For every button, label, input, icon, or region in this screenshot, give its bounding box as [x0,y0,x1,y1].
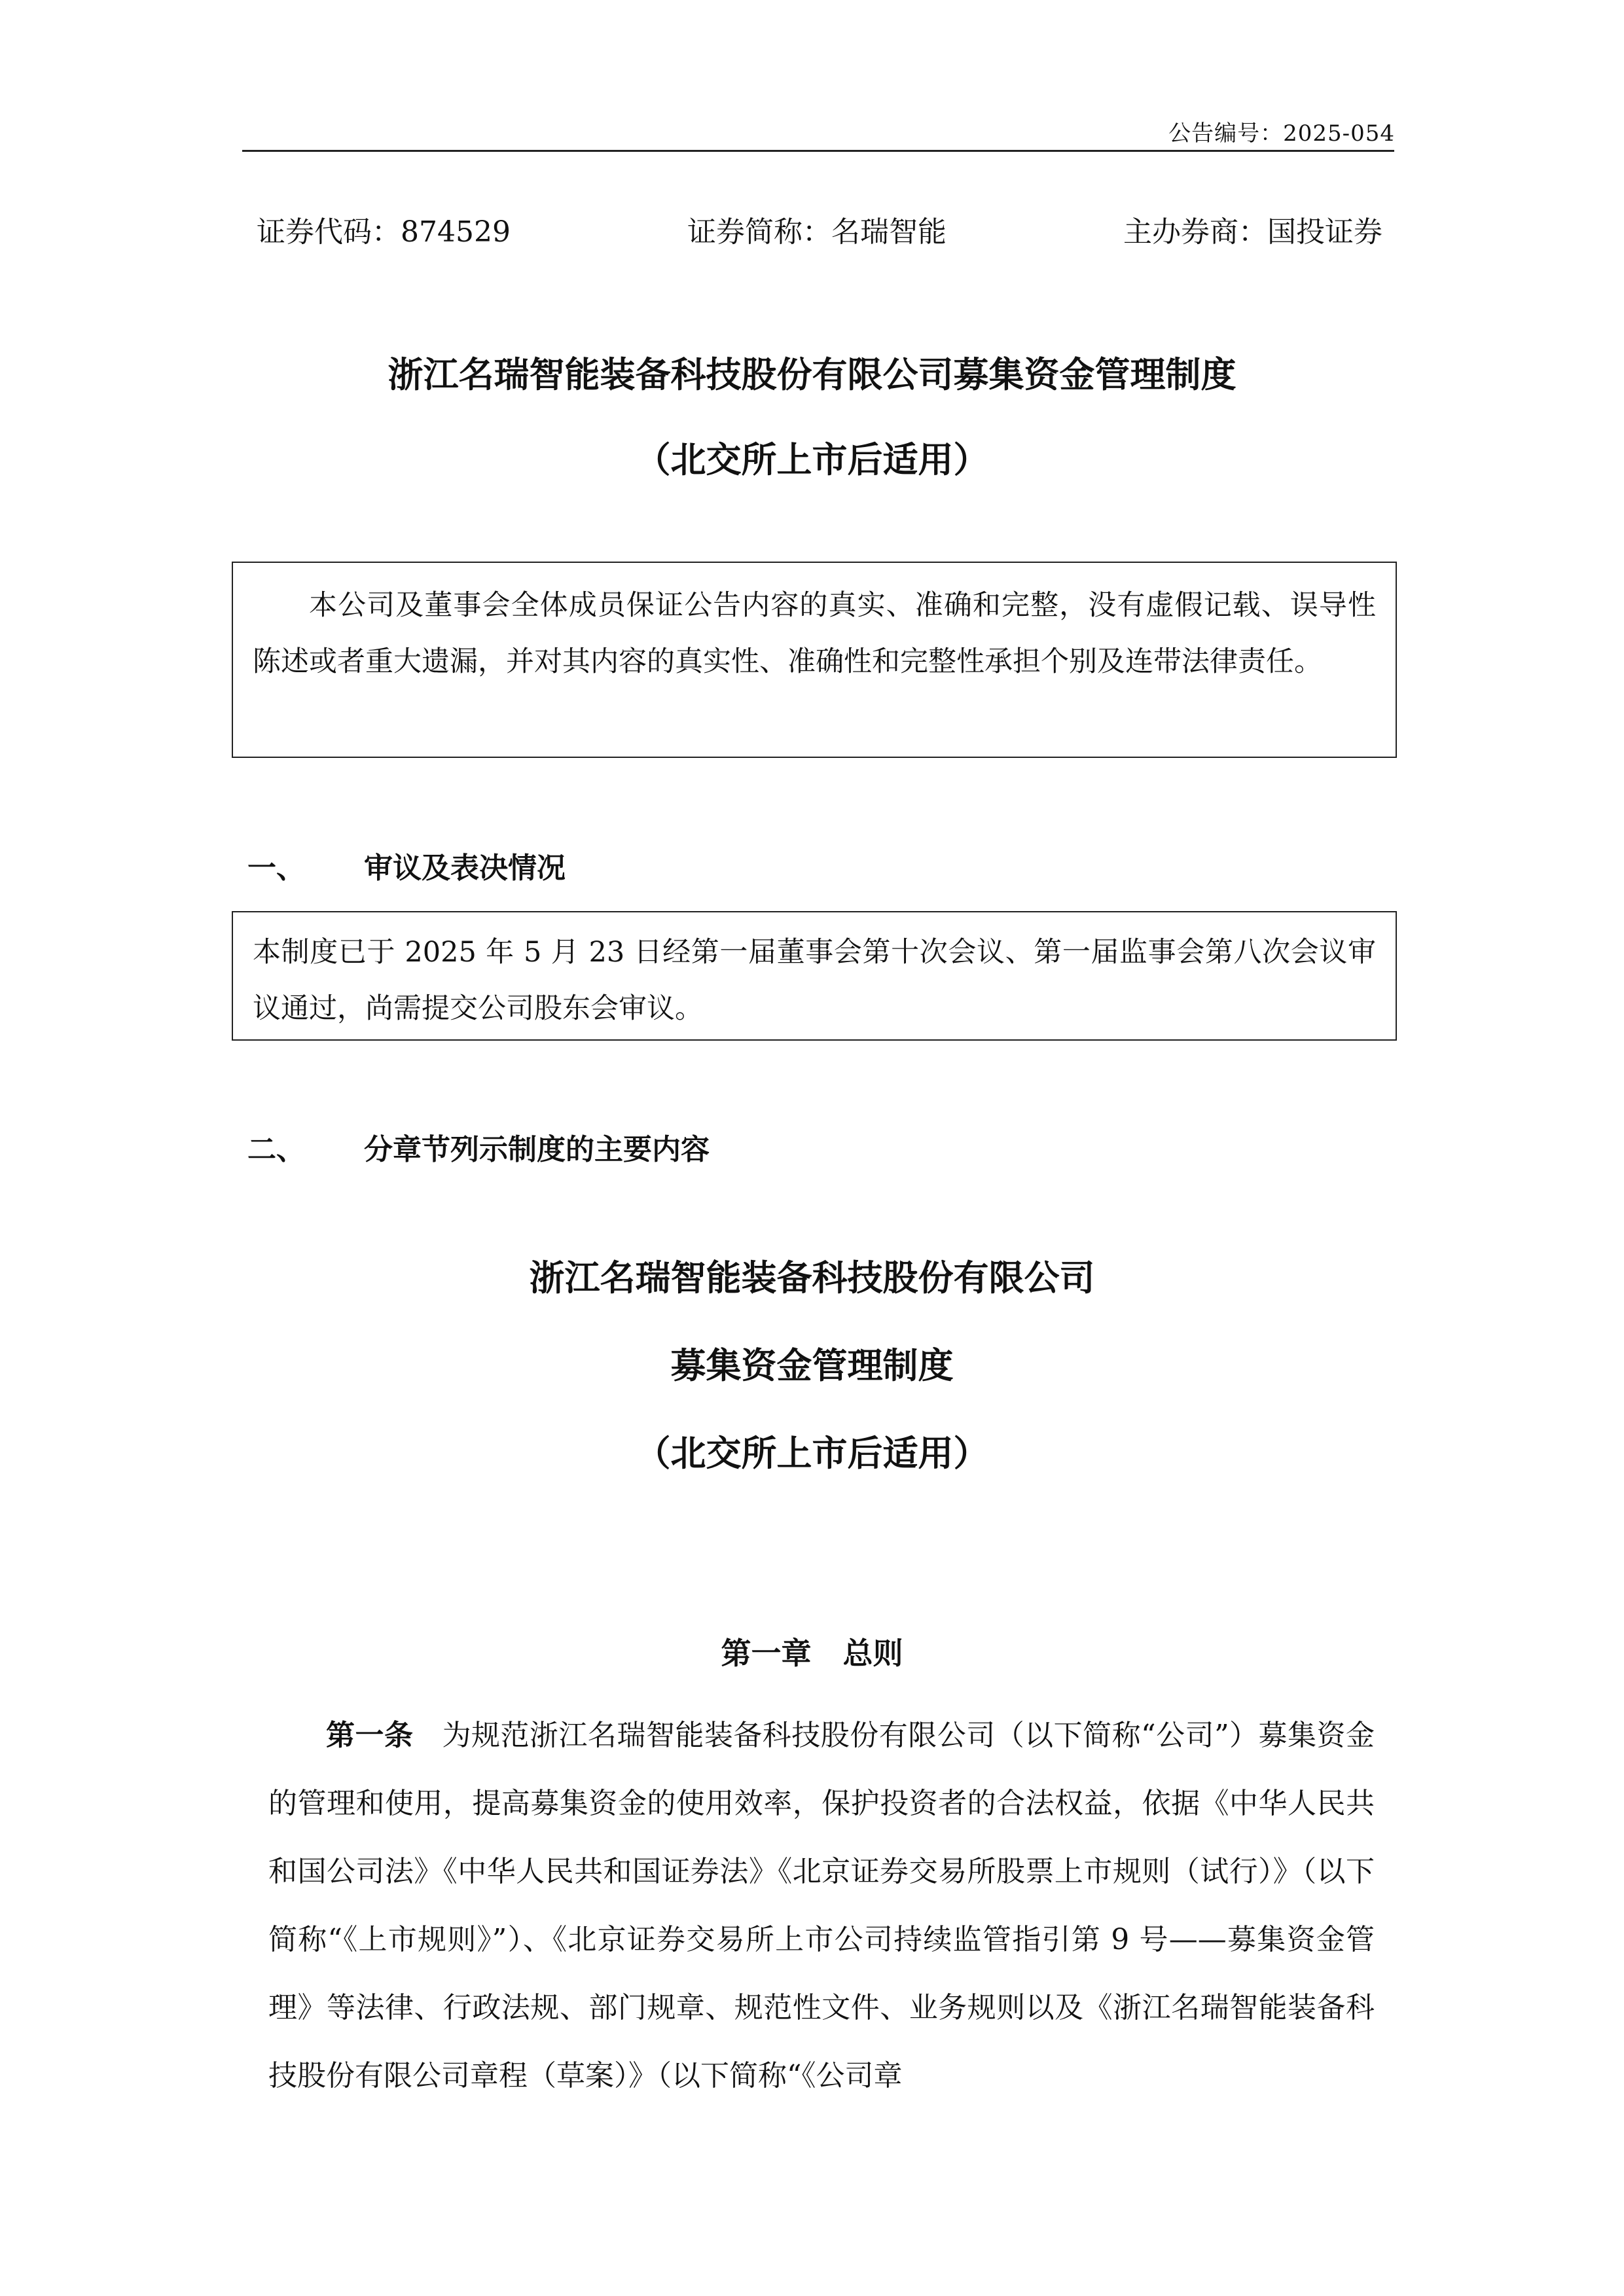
securities-info-row [257,208,1382,250]
section-heading-1 [247,844,566,886]
document-subtitle: （北交所上市后适用） [635,439,989,480]
rule-company-name: 浙江名瑞智能装备科技股份有限公司 [529,1257,1095,1299]
article-paragraph [268,1702,1375,2110]
article-label: 第一条 [326,1719,414,1752]
security-short-name: 证券简称：名瑞智能 [687,215,947,249]
document-title: 浙江名瑞智能装备科技股份有限公司募集资金管理制度 [388,354,1236,395]
section-number: 一、 [247,852,305,885]
section-heading-2 [247,1126,710,1168]
review-text: 本制度已于 2025 年 5 月 23 日经第一届董事会第十次会议、第一届监事会第八次会议审议通过，尚需提交公司股东会审议。 [253,936,1376,1025]
disclaimer-text: 本公司及董事会全体成员保证公告内容的真实、准确和完整，没有虚假记载、误导性陈述或者重大遗漏，并对其内容的真实性、准确性和完整性承担个别及连带法律责任。 [253,589,1376,678]
section-title: 分章节列示制度的主要内容 [364,1133,710,1166]
review-box [232,911,1397,1041]
sponsor-broker: 主办券商：国投证券 [1123,215,1382,249]
header-rule [242,150,1394,152]
section-title: 审议及表决情况 [364,852,566,885]
section-number: 二、 [247,1133,305,1166]
rule-name: 募集资金管理制度 [670,1345,954,1386]
security-code: 证券代码：874529 [257,215,511,249]
article-text: 为规范浙江名瑞智能装备科技股份有限公司（以下简称“公司”）募集资金的管理和使用，提高募集资金的使用效率，保护投资者的合法权益，依据《中华人民共和国公司法》《中华人民共和国证券法》《北京证券交易所股票上市规则（试行）》（以下简称“《上市规则》”）、《北京证券交易所上市公司持续监管指引第 9 号——募集资金管理》等法律、行政法规、部门规章、规范性文件、业务规则以及《浙江名瑞智能装备科技股份有限公司章程（草案）》（以下简称“《公司章 [268,1719,1375,2092]
notice-number: 公告编号：2025-054 [1168,120,1395,147]
disclaimer-box [232,562,1397,758]
chapter-heading [0,1630,1624,1673]
chapter-number: 第一章 [721,1636,812,1671]
rule-scope: （北交所上市后适用） [635,1433,989,1474]
chapter-name: 总则 [842,1636,903,1671]
